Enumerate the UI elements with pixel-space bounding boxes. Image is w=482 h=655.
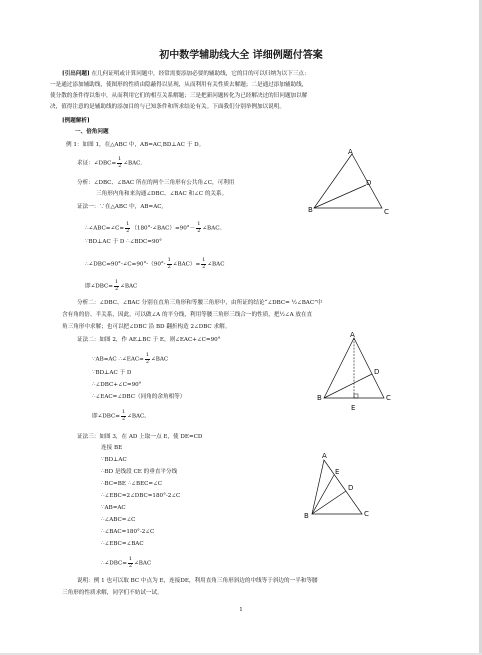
proof3-line-5: ∴BC=BE ∴∠BEC=∠C bbox=[101, 481, 163, 487]
label-d: D bbox=[374, 368, 380, 376]
proof3-line-7: ∵AB=AC bbox=[101, 505, 126, 511]
label-c: C bbox=[386, 394, 391, 402]
label-c: C bbox=[364, 510, 369, 518]
proof2-line-5: ∴∠EAC=∠DBC（同角的余角相等） bbox=[92, 394, 186, 400]
page-number: 1 bbox=[239, 607, 243, 613]
fraction: $\frac{1}{2}$ bbox=[202, 257, 206, 270]
document-title: 初中数学辅助线大全 详细例题付答案 bbox=[159, 50, 323, 61]
proof1-line-1: 证法一：∵在△ABC 中，AB=AC, bbox=[77, 204, 164, 210]
proof3-line-1: 证法三：如图 3，在 AD 上取一点 E，使 DE=CD bbox=[77, 434, 203, 440]
proof1-line-5: 即∠DBC= $\frac{1}{2}$ ∠BAC bbox=[85, 279, 138, 292]
label-d: D bbox=[348, 484, 354, 492]
proof3-line-2: 连接 BE bbox=[101, 445, 123, 451]
analysis2-line-3: 角三角形中求解；也可以把∠DBC 沿 BD 翻折构造 2∠DBC 求解。 bbox=[62, 324, 231, 330]
fraction: $\frac{1}{2}$ bbox=[145, 352, 150, 365]
figure-3-triangle bbox=[300, 448, 390, 523]
figure-1-triangle bbox=[300, 148, 410, 223]
intro-line-1: [引出问题] 在几何证明或计算问题中，经常需要添加必要的辅助线，它的目的可以归纳为以下三点： bbox=[62, 71, 310, 77]
proof3-line-10: ∴∠EBC=∠BAC bbox=[101, 541, 144, 547]
proof3-line-9: ∴∠BAC=180°-2∠C bbox=[101, 529, 155, 535]
fraction: $\frac{1}{2}$ bbox=[197, 221, 201, 234]
intro-line-2: 一是通过添加辅助线，使图形的性质由隐蔽得以显现，从而利用有关性质去解题；二是通过添加辅助线， bbox=[50, 82, 308, 88]
label-a: A bbox=[350, 331, 355, 339]
subsection-heading: 一、倍角问题 bbox=[75, 129, 109, 135]
fraction: $\frac{1}{2}$ bbox=[167, 257, 171, 270]
label-b: B bbox=[317, 394, 322, 402]
proof3-line-3: ∵BD⊥AC bbox=[101, 457, 127, 463]
label-e: E bbox=[351, 404, 356, 412]
label-c: C bbox=[384, 208, 389, 216]
intro-label: [引出问题] bbox=[62, 71, 90, 77]
proof3-line-4: ∴BD 是线段 CE 的垂直平分线 bbox=[101, 469, 178, 475]
analysis2-line-1: 分析二：∠DBC、∠BAC 分别在直角三角形和等腰三角形中，由所证的结论“∠DBC= ½∠BAC”中 bbox=[77, 300, 323, 306]
fraction: $\frac{1}{2}$ bbox=[126, 221, 130, 234]
proof1-line-3: ∵BD⊥AC 于 D ∴∠BDC=90° bbox=[85, 239, 162, 245]
proof2-line-1: 证法二：如图 2，作 AE⊥BC 于 E，则∠EAC+∠C=90° bbox=[77, 337, 221, 343]
label-b: B bbox=[304, 512, 309, 520]
analysis2-line-2: 含有角的倍、半关系，因此，可以做∠A 的平分线，利用等腰三角形三线合一的性质，把½∠A 放在直 bbox=[62, 312, 313, 318]
analysis-line-2: 三角形内角和来沟通∠DBC、∠BAC 和∠C 的关系。 bbox=[96, 191, 228, 197]
note-line-2: 三角形的性质求解，同学们不妨试一试。 bbox=[62, 590, 163, 596]
intro-line-3: 使分散的条件得以集中，从而利用它们的相互关系解题；三是把新问题转化为已经解决过的旧问题加以解 bbox=[50, 93, 308, 99]
fraction: $\frac{1}{2}$ bbox=[114, 279, 119, 292]
section-label: [例题解析] bbox=[62, 118, 90, 124]
label-a: A bbox=[322, 452, 327, 460]
fraction: $\frac{1}{2}$ bbox=[118, 156, 122, 169]
analysis-line-1: 分析：∠DBC、∠BAC 所在的两个三角形有公共角∠C，可利用 bbox=[77, 180, 235, 186]
label-e: E bbox=[335, 468, 340, 476]
label-b: B bbox=[308, 206, 313, 214]
proof2-line-6: 即∠DBC= $\frac{1}{2}$ ∠BAC。 bbox=[92, 409, 150, 422]
example-stem: 例 1：如图 1，在△ABC 中，AB=AC,BD⊥AC 于 D。 bbox=[66, 142, 205, 148]
label-a: A bbox=[348, 148, 353, 156]
proof1-line-4: ∴∠DBC=90°-∠C=90°-（90°- $\frac{1}{2}$ ∠BAC）= $\frac{1}{2}$ ∠BAC bbox=[85, 257, 225, 270]
proof1-line-2: ∴∠ABC=∠C= $\frac{1}{2}$ （180°-∠BAC）=90°－ $\frac{1}{2}$ ∠BAC。 bbox=[85, 221, 226, 234]
proof3-line-6: ∴∠EBC=2∠DBC=180°-2∠C bbox=[101, 493, 181, 499]
proof2-line-4: ∴∠DBC+∠C=90° bbox=[92, 382, 142, 388]
fraction: $\frac{1}{2}$ bbox=[121, 409, 126, 422]
proof3-line-11: ∴∠DBC= $\frac{1}{2}$ ∠BAC bbox=[101, 556, 152, 569]
intro-line-4: 决，值得注意的是辅助线的添加目的与已知条件和所求结论有关。下面我们分别举例加以说明。 bbox=[50, 104, 285, 110]
proof3-line-8: ∴∠ABC=∠C bbox=[101, 517, 136, 523]
prove-statement: 求证：∠DBC= $\frac{1}{2}$ ∠BAC. bbox=[77, 156, 143, 169]
fraction: $\frac{1}{2}$ bbox=[128, 556, 133, 569]
note-line-1: 说明：例 1 也可以取 BC 中点为 E，连接DE，利用直角三角形斜边的中线等于斜边的一半和等腰 bbox=[77, 578, 318, 584]
label-d: D bbox=[366, 179, 372, 187]
proof2-line-3: ∵BD⊥AC 于 D bbox=[92, 370, 132, 376]
proof2-line-2: ∵AB=AC ∴∠EAC= $\frac{1}{2}$ ∠BAC bbox=[92, 352, 169, 365]
figure-2-triangle bbox=[314, 330, 404, 418]
